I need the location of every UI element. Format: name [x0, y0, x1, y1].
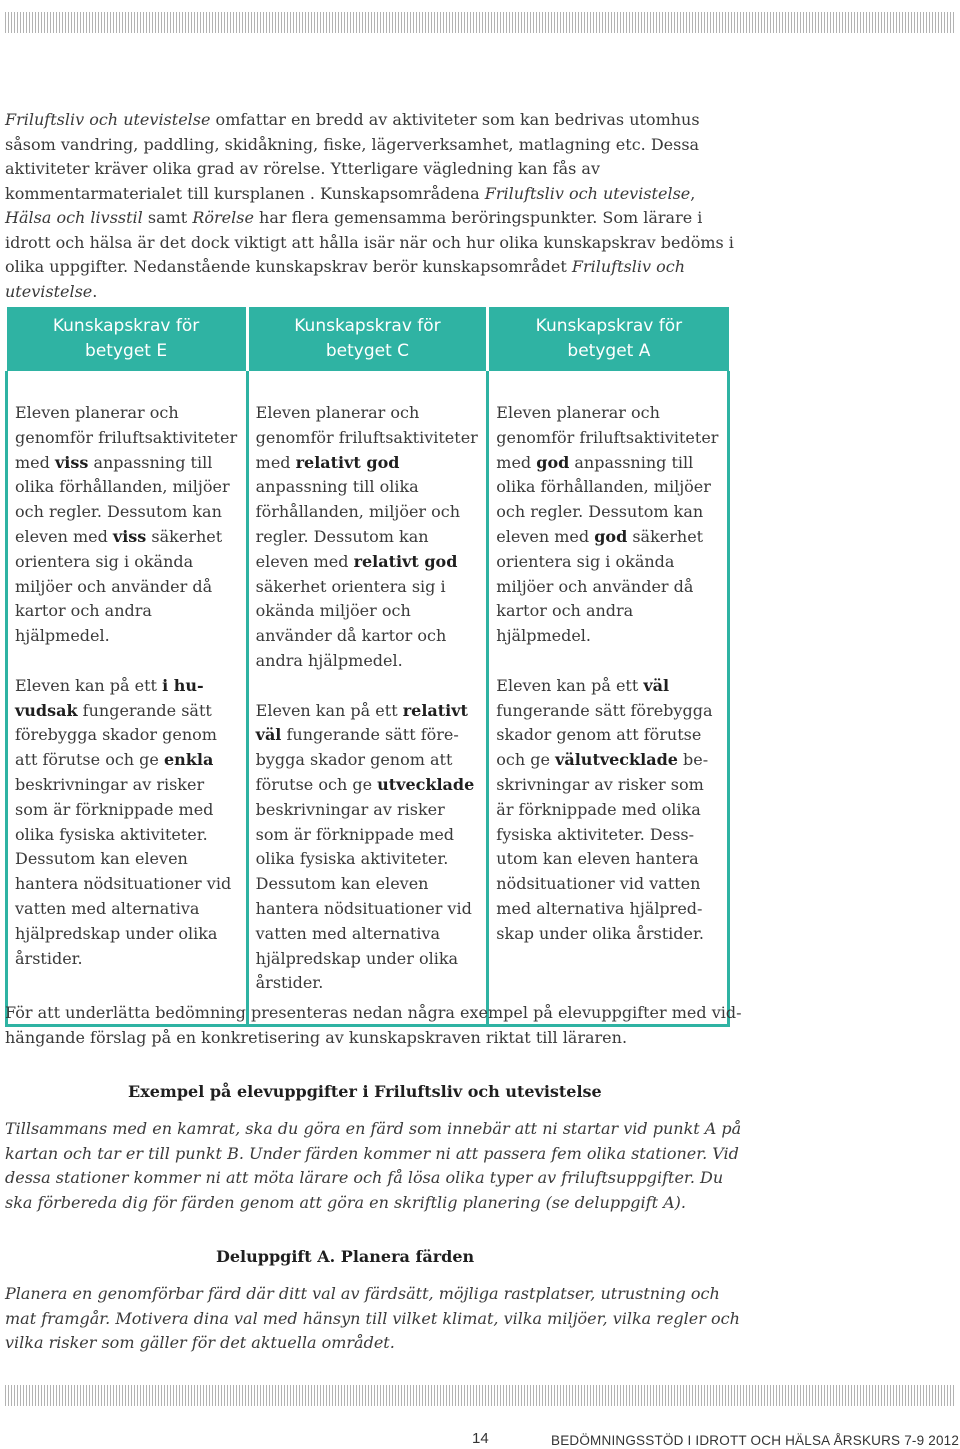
cell-grade-e [7, 371, 248, 1026]
cell-grade-a [488, 371, 729, 1026]
intro-italic-term: Friluftsliv och utevistelse [484, 183, 691, 203]
criteria-paragraph [15, 401, 240, 649]
criteria-text: Eleven kan på ett [15, 675, 163, 695]
intro-italic-term: Friluftsliv och utevistelse [5, 110, 211, 129]
criteria-emphasis: välutvecklade [555, 750, 678, 770]
running-footer-title: BEDÖMNINGSSTÖD I IDROTT OCH HÄLSA ÅRSKURS 7-9 2012 [551, 1433, 960, 1448]
criteria-emphasis: utvecklade [377, 774, 475, 794]
example-heading: Exempel på elevuppgifter i Friluftsliv och utevistelse [128, 1082, 602, 1101]
kunskapskrav-table [5, 307, 730, 1027]
criteria-emphasis: god [536, 452, 570, 472]
criteria-text: Eleven kan på ett [496, 675, 644, 695]
intro-italic-term: Rörelse [192, 208, 254, 227]
criteria-text: beskrivningar av risker som är förknippade med olika fysiska aktiviteter. Dessutom kan eleven hantera nödsituationer vid vatten med alternativa hjälpredskap under olika årstider. [15, 774, 232, 968]
header-grade-a [488, 307, 729, 371]
criteria-paragraph [496, 674, 721, 947]
subtask-heading: Deluppgift A. Planera färden [216, 1247, 475, 1266]
criteria-emphasis: viss [54, 452, 89, 472]
top-decorative-stripe [5, 12, 956, 33]
header-label: Kunskapskrav för [52, 316, 200, 336]
intro-italic-term: Friluftsliv och utevistelse [5, 257, 685, 301]
criteria-paragraph [496, 401, 721, 649]
criteria-paragraph [256, 401, 481, 674]
criteria-text: Eleven kan på ett [255, 700, 403, 720]
criteria-text: säkerhet orientera sig i okända miljöer och använder då kartor och andra hjälpmedel. [255, 576, 447, 670]
after-table-paragraph: För att underlätta bedömning presenteras nedan några exempel på elevuppgifter med vidhängande förslag på en konkretisering av kunskapskraven riktat till läraren. [5, 1003, 742, 1047]
criteria-emphasis: väl [643, 675, 670, 695]
criteria-text: anpassning till olika förhållanden, miljöer och regler. Dessutom kan eleven med [255, 477, 461, 571]
criteria-text: beskrivningar av risker som är förknippade med olika fysiska aktiviteter. Dessutom kan eleven hantera nödsituationer vid vatten med alternativa hjälpredskap under olika årstider. [255, 799, 472, 993]
header-grade: betyget C [325, 341, 410, 361]
intro-text: omfattar en bredd av aktiviteter som kan bedrivas utomhus såsom vandring, paddling, skidåkning, fiske, lägerverksamhet, matlagning etc. Dessa aktiviteter kräver olika grad av rörelse. Ytterligare vägledning kan fås av kommentarmaterialet till kursplanen . Kunskapsområdena [5, 110, 700, 203]
criteria-text: Eleven planerar och genomför friluftsaktiviteter med [15, 403, 238, 472]
criteria-emphasis: god [594, 526, 628, 546]
criteria-text: säkerhet orientera sig i okända miljöer och använder då kartor och andra hjälpmedel. [15, 526, 223, 646]
header-grade: betyget E [85, 341, 168, 361]
criteria-text: beskrivningar av risker som är förknippade med olika fysiska aktiviteter. Dessutom kan eleven hantera nödsituationer vid vatten med alternativa hjälpredskap under olika årstider. [496, 750, 709, 943]
criteria-emphasis: enkla [163, 750, 214, 770]
criteria-emphasis: viss [112, 526, 147, 546]
header-grade: betyget A [567, 341, 651, 361]
criteria-text: fungerande sätt förebygga skador genom att förutse och ge [15, 700, 217, 770]
criteria-paragraph [15, 674, 240, 972]
header-grade-c [247, 307, 488, 371]
table-row [7, 371, 729, 1026]
criteria-text: fungerande sätt förebygga skador genom att förutse och ge [496, 700, 713, 770]
criteria-emphasis: relativt väl [255, 700, 468, 745]
criteria-emphasis: relativt god [353, 551, 458, 571]
header-label: Kunskapskrav för [535, 316, 683, 336]
criteria-text: anpassning till olika förhållanden, miljöer och regler. Dessutom kan eleven med [15, 452, 230, 546]
header-grade-e [7, 307, 248, 371]
intro-text: . [92, 281, 98, 301]
intro-text: , [690, 183, 696, 203]
criteria-text: Eleven planerar och genomför friluftsaktiviteter med [496, 403, 719, 472]
subtask-text: Planera en genomförbar färd där ditt val av färdsätt, möjliga rastplatser, utrustning och mat framgår. Motivera dina val med hänsyn till vilket klimat, vilka miljöer, vilka regler och vilka risker som gäller för det aktuella området. [5, 1284, 740, 1352]
intro-text: samt [142, 208, 193, 227]
cell-grade-c [247, 371, 488, 1026]
header-label: Kunskapskrav för [294, 316, 441, 336]
intro-paragraph [5, 108, 745, 304]
intro-italic-term: Hälsa och livsstil [5, 208, 143, 227]
criteria-text: säkerhet orientera sig i okända miljöer och använder då kartor och andra hjälpmedel. [496, 526, 704, 646]
intro-text: har flera gemensamma beröringspunkter. Som lärare i idrott och hälsa är det dock viktigt att hålla isär när och hur olika kunskapskrav bedöms i olika uppgifter. Nedanstående kunskapskrav berör kunskapsområdet [5, 208, 734, 276]
criteria-text: Eleven planerar och genomför friluftsaktiviteter med [255, 403, 478, 472]
criteria-paragraph [256, 699, 481, 997]
criteria-emphasis: i huvudsak [15, 675, 204, 720]
criteria-text: fungerande sätt förebygga skador genom att förutse och ge [255, 725, 459, 794]
table-header-row [7, 307, 729, 371]
criteria-emphasis: relativt god [295, 452, 400, 472]
criteria-text: anpassning till olika förhållanden, miljöer och regler. Dessutom kan eleven med [496, 452, 711, 546]
page-number: 14 [472, 1430, 489, 1447]
example-text: Tillsammans med en kamrat, ska du göra en färd som innebär att ni startar vid punkt A på kartan och tar er till punkt B. Under färden kommer ni att passera fem olika stationer. Vid dessa stationer kommer ni att möta lärare och få lösa olika typer av friluftsuppgifter. Du ska förbereda dig för färden genom att göra en skriftlig planering (se deluppgift A). [5, 1119, 742, 1212]
bottom-decorative-stripe [5, 1385, 956, 1406]
